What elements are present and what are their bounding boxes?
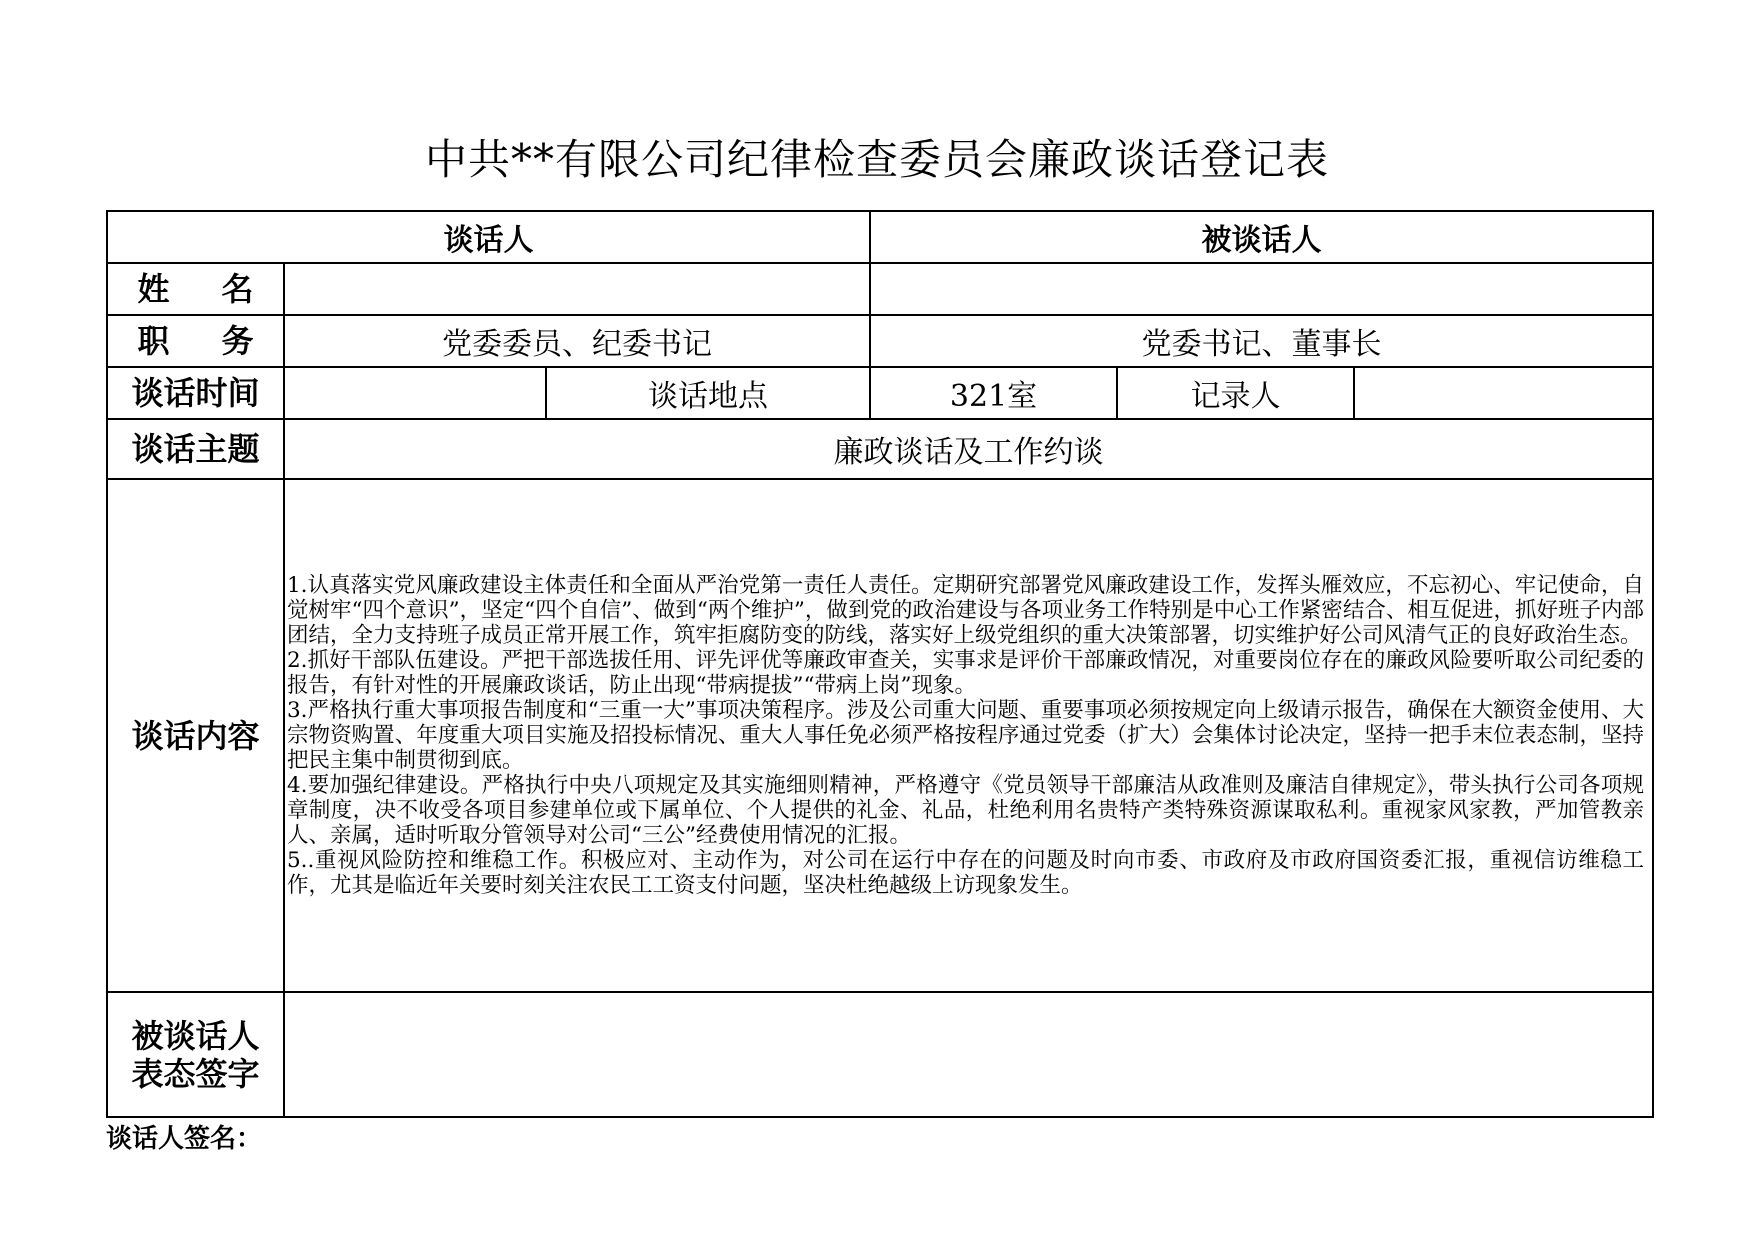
- name-label: [107, 263, 284, 315]
- position-label-char2: 务: [221, 322, 254, 360]
- talkee-signature-cell[interactable]: [284, 992, 1653, 1117]
- content-paragraph-5: 5..重视风险防控和维稳工作。积极应对、主动作为，对公司在运行中存在的问题及时向市委、市政府及市政府国资委汇报，重视信访维稳工作，尤其是临近年关要时刻关注农民工工资支付问题，坚决杜绝越级上访现象发生。: [287, 848, 1645, 898]
- content-paragraph-3: 3.严格执行重大事项报告制度和“三重一大”事项决策程序。涉及公司重大问题、重要事项必须按规定向上级请示报告，确保在大额资金使用、大宗物资购置、年度重大项目实施及招投标情况、重大人事任免必须严格按程序通过党委（扩大）会集体讨论决定，坚持一把手末位表态制，坚持把民主集中制贯彻到底。: [287, 698, 1645, 773]
- talk-time-label: 谈话时间: [107, 367, 284, 419]
- registration-table: [106, 210, 1654, 1118]
- content-paragraph-1: 1.认真落实党风廉政建设主体责任和全面从严治党第一责任人责任。定期研究部署党风廉政建设工作，发挥头雁效应，不忘初心、牢记使命，自觉树牢“四个意识”，坚定“四个自信”、做到“两个维护”，做到党的政治建设与各项业务工作特别是中心工作紧密结合、相互促进，抓好班子内部团结，全力支持班子成员正常开展工作，筑牢拒腐防变的防线，落实好上级党组织的重大决策部署，切实维护好公司风清气正的良好政治生态。: [287, 573, 1645, 648]
- talker-signature-label: 谈话人签名：: [106, 1124, 263, 1154]
- content-label: 谈话内容: [107, 479, 284, 992]
- talk-place-label: 谈话地点: [546, 367, 870, 419]
- recorder-label: 记录人: [1117, 367, 1354, 419]
- talkee-sign-label-line2: 表态签字: [131, 1054, 260, 1093]
- topic-row: [107, 419, 1653, 479]
- topic-cell[interactable]: 廉政谈话及工作约谈: [284, 419, 1653, 479]
- content-cell[interactable]: [284, 479, 1653, 992]
- talk-time-cell[interactable]: [284, 367, 546, 419]
- talkee-name-cell[interactable]: [870, 263, 1653, 315]
- talker-header: 谈话人: [107, 211, 870, 263]
- content-row: [107, 479, 1653, 992]
- talkee-sign-label: [107, 992, 284, 1117]
- name-label-char2: 名: [221, 270, 254, 308]
- topic-label: 谈话主题: [107, 419, 284, 479]
- position-row: [107, 315, 1653, 367]
- talkee-position-cell[interactable]: 党委书记、董事长: [870, 315, 1653, 367]
- position-label: [107, 315, 284, 367]
- name-row: [107, 263, 1653, 315]
- talker-position-cell[interactable]: 党委委员、纪委书记: [284, 315, 870, 367]
- position-label-char1: 职: [137, 322, 170, 360]
- recorder-cell[interactable]: [1354, 367, 1653, 419]
- header-row: [107, 211, 1653, 263]
- talk-place-cell[interactable]: 321室: [870, 367, 1117, 419]
- page-title: 中共**有限公司纪律检查委员会廉政谈话登记表: [424, 135, 1329, 184]
- talkee-header: 被谈话人: [870, 211, 1653, 263]
- signature-row: [107, 992, 1653, 1117]
- content-paragraph-4: 4.要加强纪律建设。严格执行中央八项规定及其实施细则精神，严格遵守《党员领导干部廉洁从政准则及廉洁自律规定》，带头执行公司各项规章制度，决不收受各项目参建单位或下属单位、个人提供的礼金、礼品，杜绝利用名贵特产类特殊资源谋取私利。重视家风家教，严加管教亲人、亲属，适时听取分管领导对公司“三公”经费使用情况的汇报。: [287, 773, 1645, 848]
- name-label-char1: 姓: [137, 270, 170, 308]
- talker-name-cell[interactable]: [284, 263, 870, 315]
- content-paragraph-2: 2.抓好干部队伍建设。严把干部选拔任用、评先评优等廉政审查关，实事求是评价干部廉政情况，对重要岗位存在的廉政风险要听取公司纪委的报告，有针对性的开展廉政谈话，防止出现“带病提拔”“带病上岗”现象。: [287, 648, 1645, 698]
- time-place-row: [107, 367, 1653, 419]
- talkee-sign-label-line1: 被谈话人: [131, 1016, 260, 1055]
